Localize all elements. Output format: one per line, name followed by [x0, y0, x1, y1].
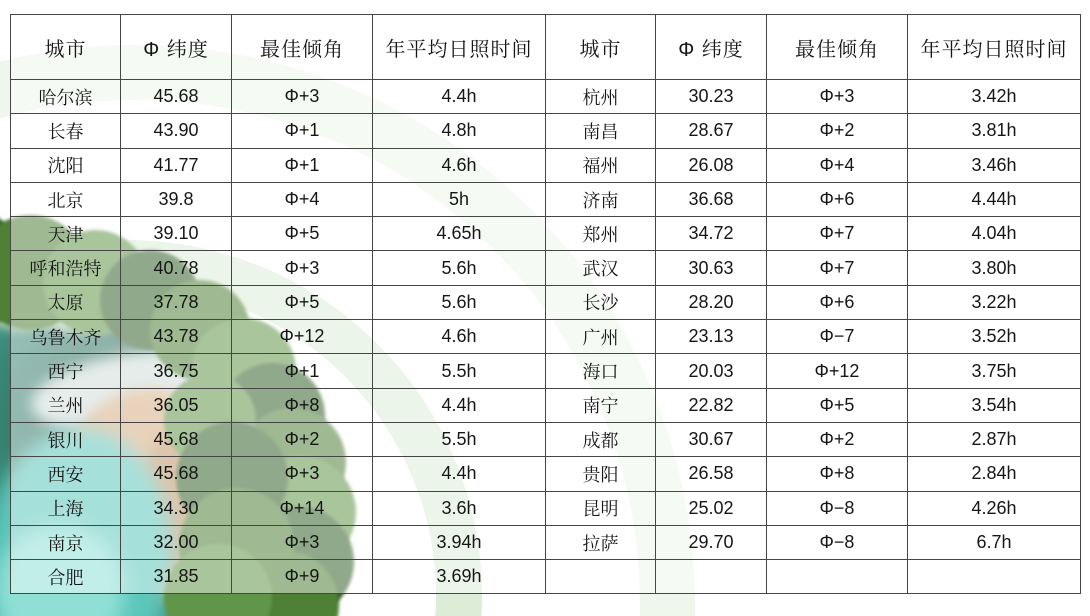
- table-cell: 海口: [546, 354, 656, 388]
- table-cell: Φ+8: [767, 457, 908, 491]
- table-cell: 45.68: [121, 80, 232, 114]
- table-cell: 30.67: [656, 422, 767, 456]
- table-cell: Φ+3: [232, 80, 373, 114]
- table-cell: 昆明: [546, 491, 656, 525]
- table-row: [11, 217, 1081, 251]
- table-cell: Φ+2: [767, 422, 908, 456]
- table-cell: 3.46h: [908, 148, 1081, 182]
- table-cell: 3.80h: [908, 251, 1081, 285]
- table-cell: 40.78: [121, 251, 232, 285]
- table-cell: 广州: [546, 320, 656, 354]
- table-cell: 5.5h: [373, 422, 546, 456]
- table-cell: Φ+12: [767, 354, 908, 388]
- table-row: [11, 525, 1081, 559]
- table-cell: 37.78: [121, 285, 232, 319]
- table-cell: Φ+14: [232, 491, 373, 525]
- table-cell: 4.4h: [373, 457, 546, 491]
- table-cell: Φ+6: [767, 182, 908, 216]
- table-row: [11, 491, 1081, 525]
- table-cell: 39.8: [121, 182, 232, 216]
- table-cell: 郑州: [546, 217, 656, 251]
- table-cell: Φ−8: [767, 525, 908, 559]
- table-cell: 兰州: [11, 388, 121, 422]
- table-cell: 5.5h: [373, 354, 546, 388]
- solar-tilt-table: [10, 14, 1081, 594]
- table-cell: 3.54h: [908, 388, 1081, 422]
- table-cell: 26.58: [656, 457, 767, 491]
- table-cell: 4.04h: [908, 217, 1081, 251]
- table-row: [11, 388, 1081, 422]
- table-cell: Φ+1: [232, 148, 373, 182]
- table-cell: 南昌: [546, 114, 656, 148]
- table-cell: 4.6h: [373, 320, 546, 354]
- table-cell: 28.67: [656, 114, 767, 148]
- table-cell: Φ+5: [232, 217, 373, 251]
- table-cell: 30.63: [656, 251, 767, 285]
- table-cell: [656, 560, 767, 594]
- column-header: 城市: [11, 15, 121, 80]
- table-cell: 6.7h: [908, 525, 1081, 559]
- table-row: [11, 285, 1081, 319]
- table-cell: Φ+7: [767, 251, 908, 285]
- table-row: [11, 457, 1081, 491]
- table-cell: 银川: [11, 422, 121, 456]
- column-header: Φ 纬度: [121, 15, 232, 80]
- table-cell: 沈阳: [11, 148, 121, 182]
- table-cell: 36.05: [121, 388, 232, 422]
- table-row: [11, 148, 1081, 182]
- table-cell: 4.65h: [373, 217, 546, 251]
- table-cell: 4.4h: [373, 80, 546, 114]
- table-cell: Φ+9: [232, 560, 373, 594]
- table-row: [11, 422, 1081, 456]
- table-cell: 28.20: [656, 285, 767, 319]
- table-cell: 哈尔滨: [11, 80, 121, 114]
- table-row: [11, 114, 1081, 148]
- table-body: [11, 80, 1081, 594]
- table-cell: 杭州: [546, 80, 656, 114]
- table-cell: 武汉: [546, 251, 656, 285]
- table-cell: 2.84h: [908, 457, 1081, 491]
- table-cell: 3.42h: [908, 80, 1081, 114]
- table-row: [11, 560, 1081, 594]
- table-cell: 25.02: [656, 491, 767, 525]
- table-cell: 32.00: [121, 525, 232, 559]
- table-cell: 26.08: [656, 148, 767, 182]
- column-header: Φ 纬度: [656, 15, 767, 80]
- table-cell: [908, 560, 1081, 594]
- table-cell: 34.72: [656, 217, 767, 251]
- table-cell: 西宁: [11, 354, 121, 388]
- table-cell: 39.10: [121, 217, 232, 251]
- table-cell: 43.90: [121, 114, 232, 148]
- table-cell: Φ+1: [232, 354, 373, 388]
- table-cell: 长春: [11, 114, 121, 148]
- table-cell: Φ+6: [767, 285, 908, 319]
- table-cell: 22.82: [656, 388, 767, 422]
- table-cell: Φ+3: [767, 80, 908, 114]
- table-cell: 3.52h: [908, 320, 1081, 354]
- table-cell: 拉萨: [546, 525, 656, 559]
- table-cell: Φ+1: [232, 114, 373, 148]
- table-cell: 南宁: [546, 388, 656, 422]
- table-cell: Φ+5: [767, 388, 908, 422]
- table-cell: Φ−7: [767, 320, 908, 354]
- table-cell: 45.68: [121, 457, 232, 491]
- table-cell: [767, 560, 908, 594]
- table-cell: 23.13: [656, 320, 767, 354]
- table-cell: 乌鲁木齐: [11, 320, 121, 354]
- table-cell: 3.94h: [373, 525, 546, 559]
- table-cell: Φ+3: [232, 457, 373, 491]
- table-cell: 41.77: [121, 148, 232, 182]
- table-cell: 5.6h: [373, 285, 546, 319]
- table-cell: 贵阳: [546, 457, 656, 491]
- table-cell: [546, 560, 656, 594]
- table-cell: 上海: [11, 491, 121, 525]
- table-cell: Φ−8: [767, 491, 908, 525]
- table-cell: 合肥: [11, 560, 121, 594]
- table-cell: Φ+2: [767, 114, 908, 148]
- table-cell: 5h: [373, 182, 546, 216]
- column-header: 年平均日照时间: [373, 15, 546, 80]
- table-cell: 36.68: [656, 182, 767, 216]
- table-cell: 长沙: [546, 285, 656, 319]
- table-cell: 西安: [11, 457, 121, 491]
- table-cell: 3.75h: [908, 354, 1081, 388]
- table-cell: 34.30: [121, 491, 232, 525]
- table-row: [11, 354, 1081, 388]
- table-cell: 45.68: [121, 422, 232, 456]
- column-header: 城市: [546, 15, 656, 80]
- table-cell: Φ+8: [232, 388, 373, 422]
- table-cell: 济南: [546, 182, 656, 216]
- table-cell: 31.85: [121, 560, 232, 594]
- table-cell: 呼和浩特: [11, 251, 121, 285]
- table-cell: 43.78: [121, 320, 232, 354]
- table-cell: 北京: [11, 182, 121, 216]
- table-cell: Φ+3: [232, 251, 373, 285]
- table-cell: Φ+7: [767, 217, 908, 251]
- table-cell: Φ+4: [232, 182, 373, 216]
- table-cell: 南京: [11, 525, 121, 559]
- table-row: [11, 251, 1081, 285]
- table-cell: 2.87h: [908, 422, 1081, 456]
- table-cell: Φ+4: [767, 148, 908, 182]
- table-cell: 4.8h: [373, 114, 546, 148]
- column-header: 年平均日照时间: [908, 15, 1081, 80]
- table-cell: Φ+3: [232, 525, 373, 559]
- table-cell: 4.44h: [908, 182, 1081, 216]
- table-cell: 4.4h: [373, 388, 546, 422]
- table-cell: 3.81h: [908, 114, 1081, 148]
- table-cell: 天津: [11, 217, 121, 251]
- table-row: [11, 320, 1081, 354]
- table-cell: 3.69h: [373, 560, 546, 594]
- table-row: [11, 182, 1081, 216]
- table-cell: 3.22h: [908, 285, 1081, 319]
- table-cell: Φ+12: [232, 320, 373, 354]
- column-header: 最佳倾角: [232, 15, 373, 80]
- table-cell: 4.6h: [373, 148, 546, 182]
- table-cell: 30.23: [656, 80, 767, 114]
- table-cell: 29.70: [656, 525, 767, 559]
- table-cell: 4.26h: [908, 491, 1081, 525]
- table-cell: 3.6h: [373, 491, 546, 525]
- table-cell: Φ+5: [232, 285, 373, 319]
- header-row: [11, 15, 1081, 80]
- table-cell: 5.6h: [373, 251, 546, 285]
- table-cell: 福州: [546, 148, 656, 182]
- column-header: 最佳倾角: [767, 15, 908, 80]
- table-cell: 太原: [11, 285, 121, 319]
- table-cell: 20.03: [656, 354, 767, 388]
- table-cell: 成都: [546, 422, 656, 456]
- table-cell: Φ+2: [232, 422, 373, 456]
- table-row: [11, 80, 1081, 114]
- table-cell: 36.75: [121, 354, 232, 388]
